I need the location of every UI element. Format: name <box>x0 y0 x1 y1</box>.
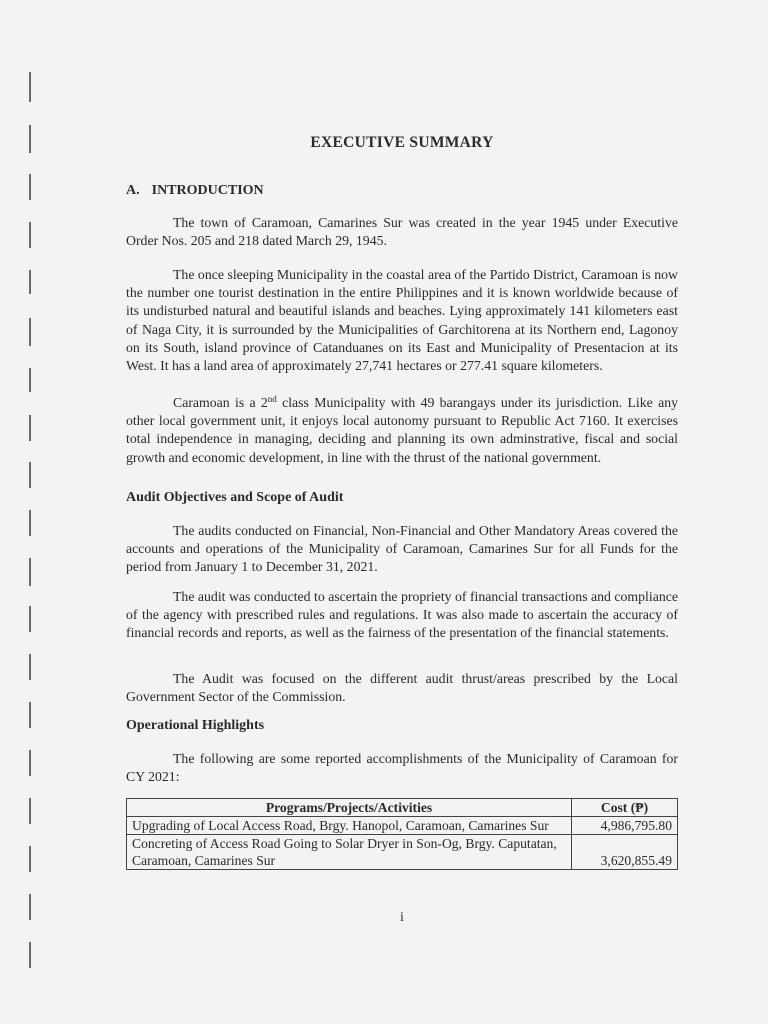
cost-cell: 4,986,795.80 <box>572 817 678 835</box>
table-header-cost: Cost (₱) <box>572 799 678 817</box>
paragraph-creation: The town of Caramoan, Camarines Sur was created in the year 1945 under Executive Order Nos. 205 and 218 dated March 29, 1945. <box>126 215 678 249</box>
table-row <box>127 817 678 835</box>
paragraph-location: The once sleeping Municipality in the coastal area of the Partido District, Caramoan is now the number one tourist destination in the entire Philippines and it is known worldwide because of its undisturbed natural and beautiful islands and beaches. Lying approximately 141 kilometers east of Naga City, it is surrounded by the Municipalities of Garchitorena at its Northern end, Lagonoy on its South, island province of Catanduanes on its East and Municipality of Presentacion at its West. It has a land area of approximately 27,741 hectares or 277.41 square kilometers. <box>126 267 678 374</box>
table-row <box>127 835 678 870</box>
classification-text-start: Caramoan is a 2 <box>173 395 268 410</box>
section-number: A. <box>126 183 140 198</box>
subheading-audit-objectives: Audit Objectives and Scope of Audit <box>126 490 344 505</box>
subheading-operational-highlights: Operational Highlights <box>126 718 265 733</box>
paragraph-audit-coverage: The audits conducted on Financial, Non-Financial and Other Mandatory Areas covered the accounts and operations of the Municipality of Caramoan, Camarines Sur for all Funds for the period from January 1 to December 31, 2021. <box>126 523 678 575</box>
cost-cell: 3,620,855.49 <box>572 835 678 870</box>
accomplishments-table <box>126 798 678 870</box>
program-cell: Upgrading of Local Access Road, Brgy. Hanopol, Caramoan, Camarines Sur <box>127 817 572 835</box>
paragraph-classification <box>126 390 678 467</box>
page-title: EXECUTIVE SUMMARY <box>310 134 494 151</box>
table-header-programs: Programs/Projects/Activities <box>127 799 572 817</box>
paragraph-audit-purpose: The audit was conducted to ascertain the propriety of financial transactions and compliance of the agency with prescribed rules and regulations. It was also made to ascertain the accuracy of financial records and reports, as well as the fairness of the presentation of the financial statements. <box>126 589 678 641</box>
ordinal-superscript: nd <box>267 394 277 404</box>
classification-text-end: class Municipality with 49 barangays under its jurisdiction. Like any other local government unit, it enjoys local autonomy pursuant to Republic Act 7160. It exercises total independence in managing, deciding and planning its own adminstrative, fiscal and social growth and economic development, in line with the thrust of the national government. <box>126 395 678 465</box>
page-number: i <box>400 910 404 925</box>
table-header-row <box>127 799 678 817</box>
program-cell: Concreting of Access Road Going to Solar Dryer in Son-Og, Brgy. Caputatan, Caramoan, Camarines Sur <box>127 835 572 870</box>
section-heading-text: INTRODUCTION <box>151 183 264 198</box>
paragraph-audit-focus: The Audit was focused on the different audit thrust/areas prescribed by the Local Government Sector of the Commission. <box>126 671 678 705</box>
paragraph-accomplishments-intro: The following are some reported accomplishments of the Municipality of Caramoan for CY 2021: <box>126 751 678 785</box>
section-heading-introduction <box>126 183 264 199</box>
